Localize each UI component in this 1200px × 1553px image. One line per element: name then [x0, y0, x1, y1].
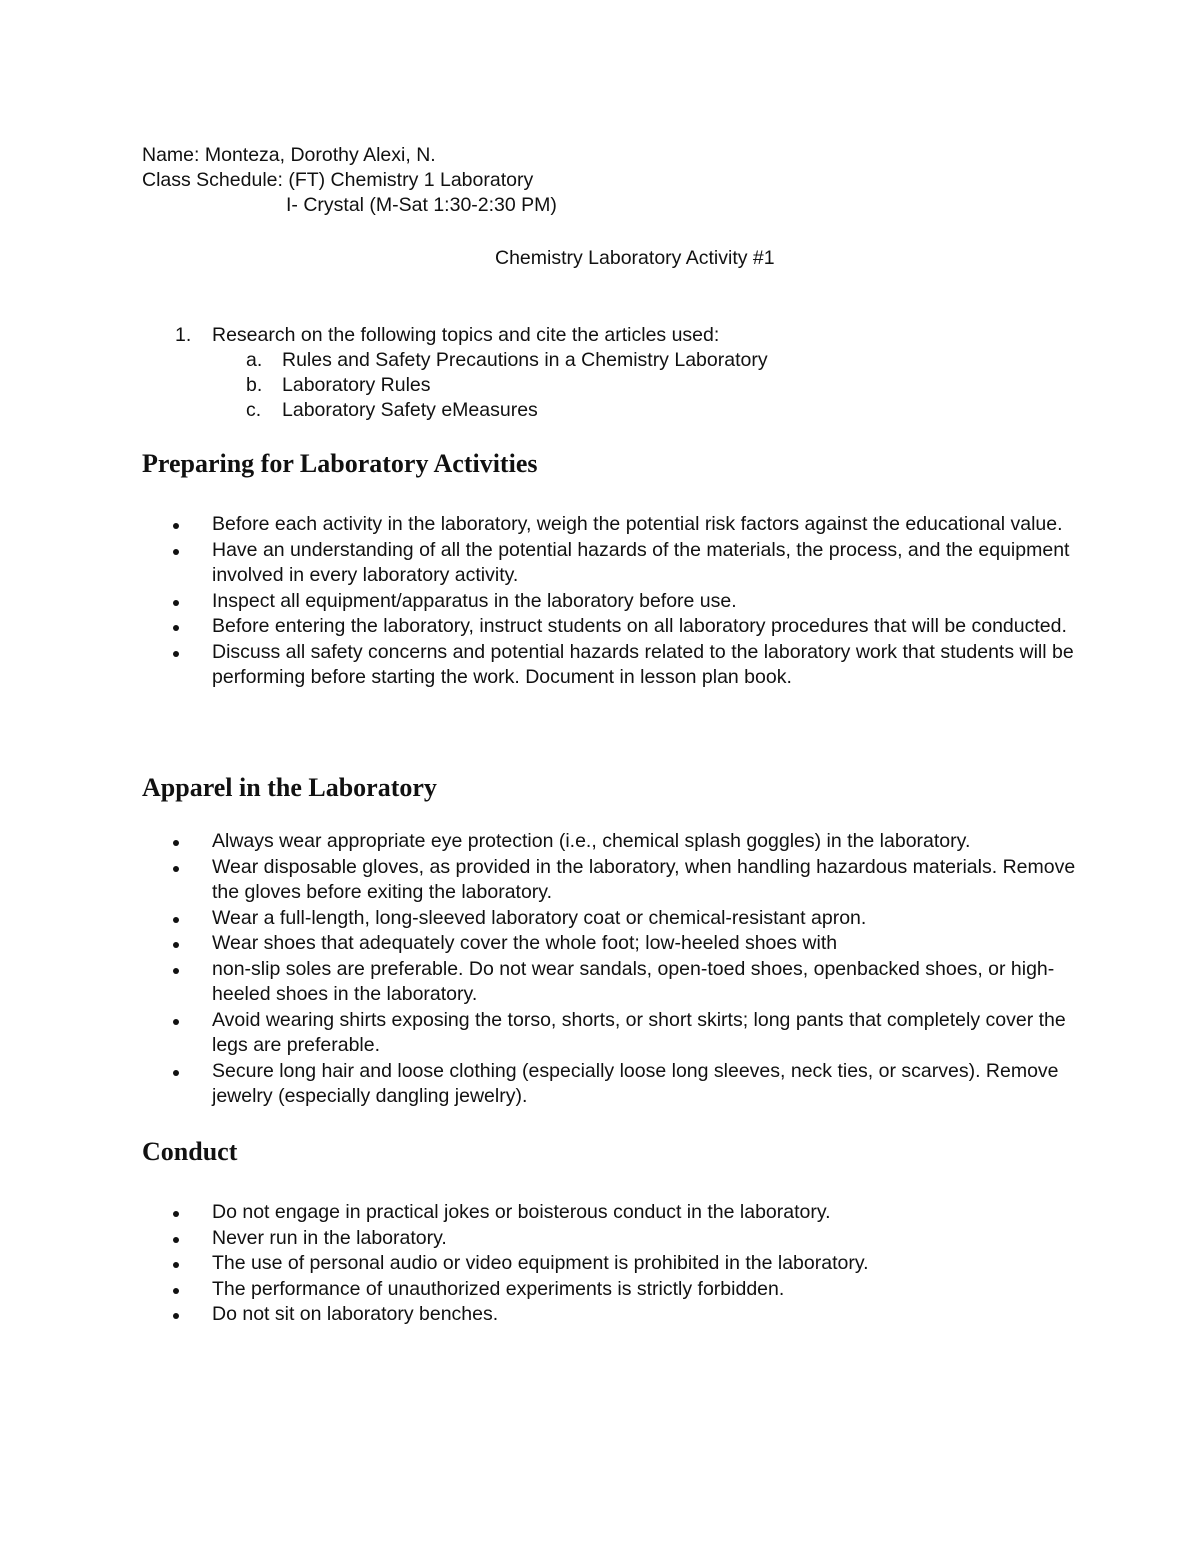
subitem-letter: b.: [246, 374, 263, 396]
list-item: Inspect all equipment/apparatus in the laboratory before use.: [0, 589, 1082, 615]
subitem-text: Laboratory Safety eMeasures: [282, 399, 538, 421]
bullet-icon: [173, 1313, 179, 1319]
bullet-icon: [173, 1019, 179, 1025]
section-heading-preparing: Preparing for Laboratory Activities: [142, 449, 538, 478]
list-item: Wear shoes that adequately cover the whole foot; low-heeled shoes with: [0, 931, 1082, 957]
bullet-list-apparel: [0, 829, 1082, 1110]
bullet-icon: [173, 1288, 179, 1294]
bullet-icon: [173, 1070, 179, 1076]
section-heading-conduct: Conduct: [142, 1137, 238, 1166]
task-number: 1.: [175, 324, 192, 346]
list-item: Before entering the laboratory, instruct students on all laboratory procedures that will be conducted.: [0, 614, 1082, 640]
activity-title: Chemistry Laboratory Activity #1: [495, 247, 775, 269]
subitem-letter: c.: [246, 399, 262, 421]
task-text: Research on the following topics and cite the articles used:: [212, 324, 720, 346]
class-schedule: Class Schedule: (FT) Chemistry 1 Laboratory: [142, 169, 534, 191]
list-item: non-slip soles are preferable. Do not wear sandals, open-toed shoes, openbacked shoes, or high-heeled shoes in the laboratory.: [0, 957, 1082, 1008]
list-item: Do not sit on laboratory benches.: [0, 1302, 1082, 1328]
list-item: Avoid wearing shirts exposing the torso, shorts, or short skirts; long pants that completely cover the legs are preferable.: [0, 1008, 1082, 1059]
bullet-icon: [173, 549, 179, 555]
list-item: Before each activity in the laboratory, weigh the potential risk factors against the educational value.: [0, 512, 1082, 538]
list-item: Wear disposable gloves, as provided in the laboratory, when handling hazardous materials. Remove the gloves before exiting the laboratory.: [0, 855, 1082, 906]
list-item: Never run in the laboratory.: [0, 1226, 1082, 1252]
bullet-icon: [173, 625, 179, 631]
bullet-list-preparing: [0, 512, 1082, 691]
bullet-icon: [173, 1237, 179, 1243]
class-section: I- Crystal (M-Sat 1:30-2:30 PM): [286, 194, 557, 216]
list-item: Wear a full-length, long-sleeved laboratory coat or chemical-resistant apron.: [0, 906, 1082, 932]
bullet-icon: [173, 866, 179, 872]
list-item: Secure long hair and loose clothing (especially loose long sleeves, neck ties, or scarves). Remove jewelry (especially dangling jewelry).: [0, 1059, 1082, 1110]
bullet-icon: [173, 651, 179, 657]
bullet-icon: [173, 523, 179, 529]
list-item: Always wear appropriate eye protection (i.e., chemical splash goggles) in the laboratory.: [0, 829, 1082, 855]
list-item: The performance of unauthorized experiments is strictly forbidden.: [0, 1277, 1082, 1303]
bullet-icon: [173, 1262, 179, 1268]
list-item: Have an understanding of all the potential hazards of the materials, the process, and the equipment involved in every laboratory activity.: [0, 538, 1082, 589]
subitem-letter: a.: [246, 349, 263, 371]
bullet-list-conduct: [0, 1200, 1082, 1328]
section-heading-apparel: Apparel in the Laboratory: [142, 773, 437, 802]
bullet-icon: [173, 1211, 179, 1217]
bullet-icon: [173, 942, 179, 948]
bullet-icon: [173, 600, 179, 606]
bullet-icon: [173, 968, 179, 974]
list-item: The use of personal audio or video equipment is prohibited in the laboratory.: [0, 1251, 1082, 1277]
subitem-text: Laboratory Rules: [282, 374, 431, 396]
list-item: Discuss all safety concerns and potential hazards related to the laboratory work that students will be performing before starting the work. Document in lesson plan book.: [0, 640, 1082, 691]
bullet-icon: [173, 840, 179, 846]
student-name: Name: Monteza, Dorothy Alexi, N.: [142, 144, 436, 166]
bullet-icon: [173, 917, 179, 923]
list-item: Do not engage in practical jokes or boisterous conduct in the laboratory.: [0, 1200, 1082, 1226]
subitem-text: Rules and Safety Precautions in a Chemistry Laboratory: [282, 349, 768, 371]
